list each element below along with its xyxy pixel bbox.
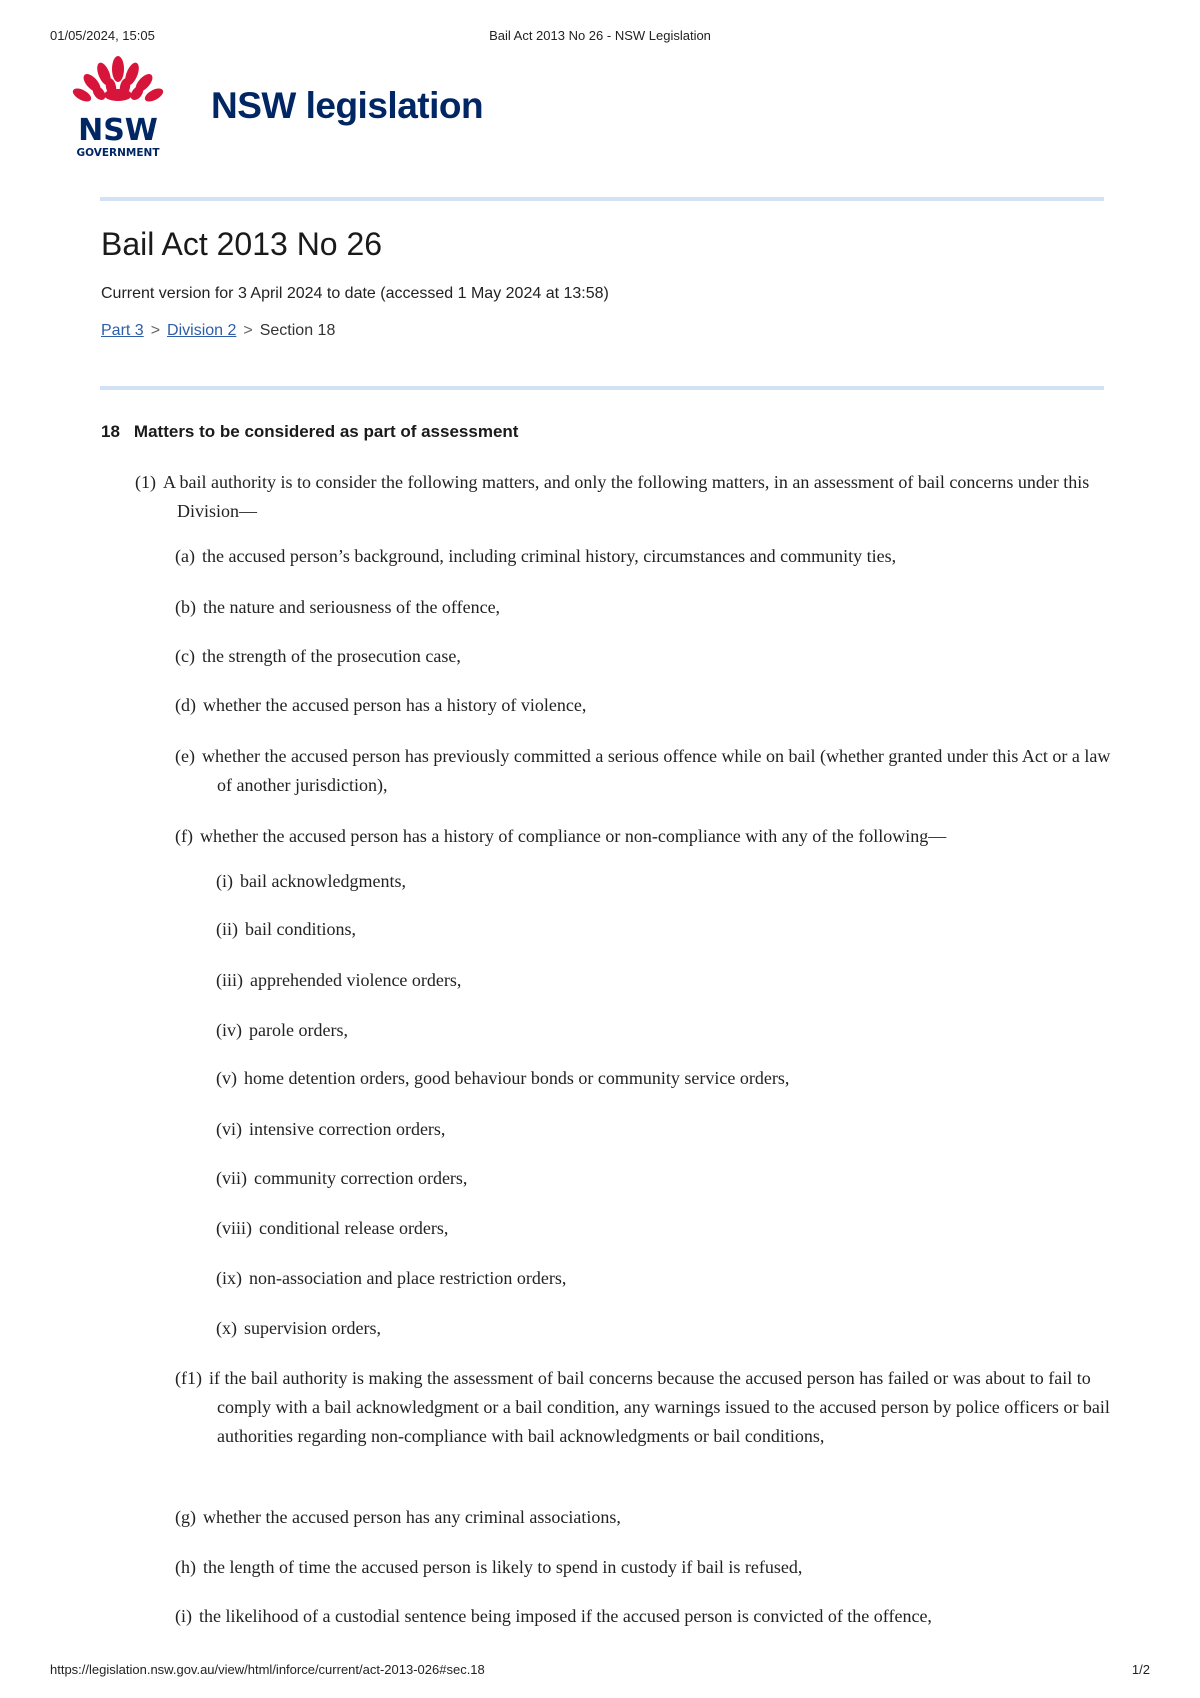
breadcrumb-current: Section 18 (259, 322, 336, 339)
paragraph-item (175, 1503, 1127, 1532)
version-info: Current version for 3 April 2024 to date (accessed 1 May 2024 at 13:58) (101, 285, 609, 302)
subparagraph-label: (ix) (216, 1268, 242, 1288)
paragraph-text: if the bail authority is making the assessment of bail concerns because the accused person has failed or was about to fail to comply with a bail acknowledgment or a bail condition, any warnings issued to the accused person by police officers or bail authorities regarding non-compliance with bail acknowledgments or bail conditions, (208, 1368, 1110, 1446)
subparagraph-text: non-association and place restriction orders, (249, 1268, 567, 1288)
paragraph-item (175, 742, 1127, 800)
site-header (68, 55, 588, 165)
paragraph-text: whether the accused person has a history of violence, (203, 695, 587, 715)
paragraph-text: the strength of the prosecution case, (201, 646, 461, 666)
subparagraph-label: (iii) (216, 970, 243, 990)
paragraph-text: whether the accused person has any criminal associations, (203, 1507, 621, 1527)
subparagraph-item (216, 867, 1086, 896)
subparagraph-item (216, 1314, 1086, 1343)
divider (100, 197, 1104, 201)
paragraph-label: (f) (175, 826, 193, 846)
subparagraph-text: community correction orders, (254, 1168, 468, 1188)
nsw-government-logo[interactable] (68, 55, 168, 161)
paragraph-item (175, 542, 1127, 571)
subparagraph-text: bail conditions, (245, 919, 356, 939)
divider (100, 386, 1104, 390)
subparagraph-text: intensive correction orders, (249, 1119, 446, 1139)
paragraph-item (175, 593, 1127, 622)
section-title: Matters to be considered as part of assessment (133, 422, 519, 441)
paragraph-label: (f1) (175, 1368, 202, 1388)
paragraph-text: the length of time the accused person is likely to spend in custody if bail is refused, (203, 1557, 803, 1577)
print-header (50, 28, 1150, 48)
subparagraph-label: (vii) (216, 1168, 247, 1188)
subparagraph-item (216, 1164, 1086, 1193)
paragraph-label: (a) (175, 546, 195, 566)
page-url: https://legislation.nsw.gov.au/view/html/inforce/current/act-2013-026#sec.18 (50, 1662, 485, 1677)
subparagraph-label: (iv) (216, 1020, 242, 1040)
paragraph-item (175, 691, 1127, 720)
paragraph-label: (d) (175, 695, 196, 715)
paragraph-text: whether the accused person has a history of compliance or non-compliance with any of the following— (199, 826, 947, 846)
paragraph-item (175, 1364, 1147, 1451)
subparagraph-item (216, 915, 1086, 944)
subparagraph-label: (x) (216, 1318, 237, 1338)
subparagraph-text: parole orders, (249, 1020, 348, 1040)
paragraph-label: (g) (175, 1507, 196, 1527)
subparagraph-text: conditional release orders, (259, 1218, 449, 1238)
subparagraph-label: (v) (216, 1068, 237, 1088)
paragraph-text: whether the accused person has previously committed a serious offence while on bail (whether granted under this Act or a law of another jurisdiction), (201, 746, 1111, 795)
paragraph-text: the likelihood of a custodial sentence being imposed if the accused person is convicted of the offence, (199, 1606, 932, 1626)
subsection-label: (1) (135, 472, 156, 492)
subparagraph-item (216, 1016, 1086, 1045)
svg-text:NSW: NSW (78, 113, 158, 148)
subparagraph-text: home detention orders, good behaviour bonds or community service orders, (244, 1068, 790, 1088)
subparagraph-item (216, 1264, 1086, 1293)
subparagraph-text: supervision orders, (244, 1318, 381, 1338)
page-number: 1/2 (1131, 1662, 1150, 1677)
paragraph-label: (e) (175, 746, 195, 766)
section-number: 18 (101, 422, 120, 441)
subsection-text: A bail authority is to consider the following matters, and only the following matters, in an assessment of bail concerns under this Division— (163, 472, 1090, 521)
subparagraph-label: (i) (216, 871, 233, 891)
paragraph-label: (h) (175, 1557, 196, 1577)
breadcrumb-separator: > (243, 322, 253, 339)
print-page-title: Bail Act 2013 No 26 - NSW Legislation (489, 28, 711, 43)
paragraph-text: the nature and seriousness of the offence, (203, 597, 501, 617)
section-heading (101, 422, 518, 442)
subparagraph-item (216, 966, 1086, 995)
subparagraph-text: bail acknowledgments, (240, 871, 406, 891)
act-title: Bail Act 2013 No 26 (101, 226, 383, 262)
paragraph-label: (c) (175, 646, 195, 666)
subparagraph-item (216, 1214, 1086, 1243)
paragraph-label: (i) (175, 1606, 192, 1626)
paragraph-label: (b) (175, 597, 196, 617)
breadcrumb-link-division[interactable]: Division 2 (167, 322, 237, 339)
site-name[interactable]: NSW legislation (211, 85, 484, 126)
paragraph-item (175, 1602, 1127, 1631)
print-footer (50, 1662, 1150, 1677)
subparagraph-item (216, 1115, 1086, 1144)
subsection (135, 468, 1127, 526)
paragraph-item (175, 1553, 1127, 1582)
breadcrumb (101, 322, 335, 340)
paragraph-item (175, 642, 1127, 671)
subparagraph-label: (ii) (216, 919, 238, 939)
subparagraph-item (216, 1064, 1086, 1093)
breadcrumb-link-part[interactable]: Part 3 (101, 322, 144, 339)
subparagraph-label: (viii) (216, 1218, 252, 1238)
paragraph-text: the accused person’s background, including criminal history, circumstances and community ties, (201, 546, 897, 566)
print-datetime: 01/05/2024, 15:05 (50, 28, 155, 43)
subparagraph-label: (vi) (216, 1119, 242, 1139)
paragraph-item (175, 822, 1127, 851)
subparagraph-text: apprehended violence orders, (250, 970, 462, 990)
svg-text:GOVERNMENT: GOVERNMENT (76, 147, 160, 159)
breadcrumb-separator: > (150, 322, 161, 339)
